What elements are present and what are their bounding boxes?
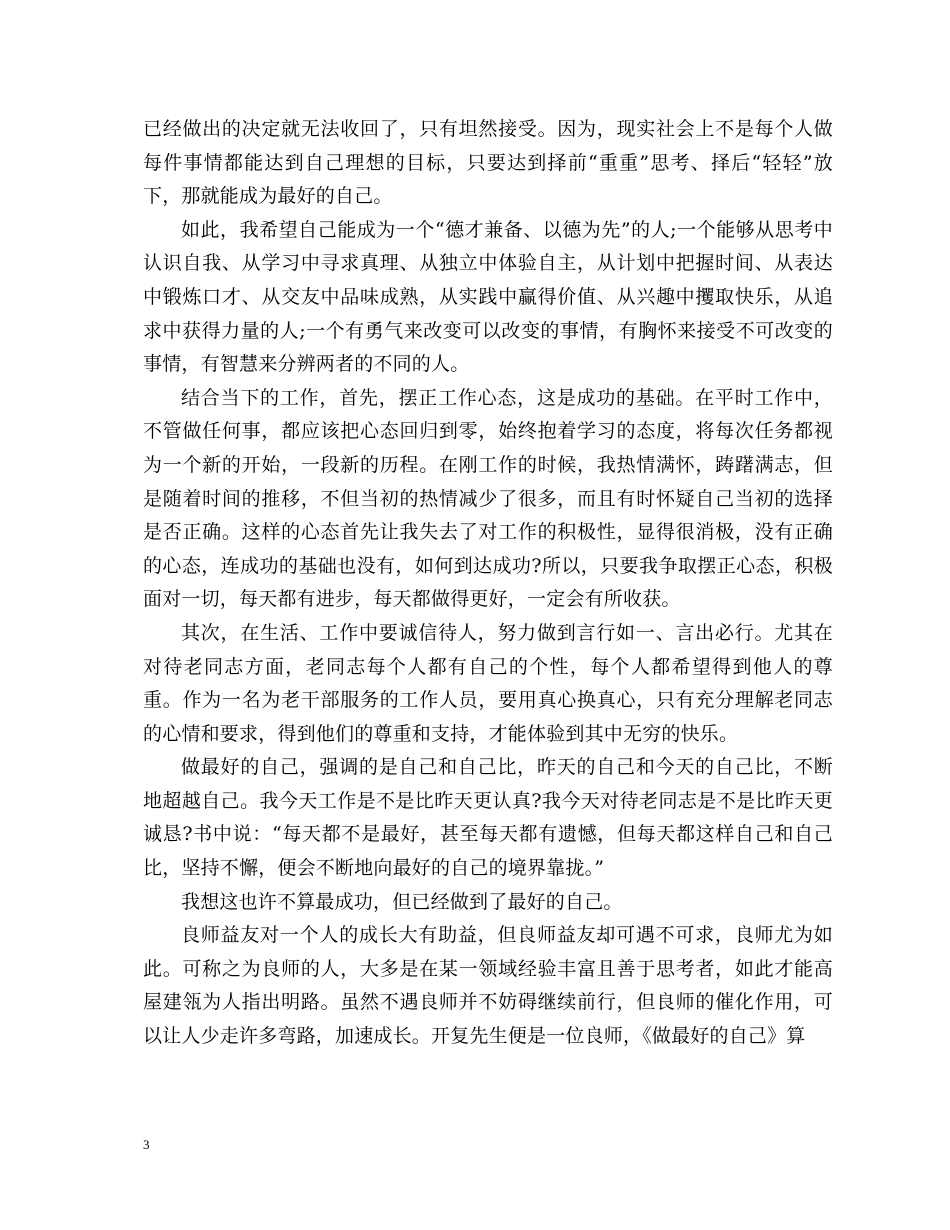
paragraph-4: 其次，在生活、工作中要诚信待人，努力做到言行如一、言出必行。尤其在对待老同志方面，老同志每个人都有自己的个性，每个人都希望得到他人的尊重。作为一名为老干部服务的工作人员，要用真心换真心，只有充分理解老同志的心情和要求，得到他们的尊重和支持，才能体验到其中无穷的快乐。 <box>143 621 833 745</box>
document-body <box>143 113 833 1054</box>
paragraph-6: 我想这也许不算最成功，但已经做到了最好的自己。 <box>181 890 623 913</box>
paragraph-7: 良师益友对一个人的成长大有助益，但良师益友却可遇不可求，良师尤为如此。可称之为良师的人，大多是在某一领域经验丰富且善于思考者，如此才能高屋建瓴为人指出明路。虽然不遇良师并不妨碍继续前行，但良师的催化作用，可以让人少走许多弯路，加速成长。开复先生便是一位良师，《做最好的自己》算 <box>143 924 833 1048</box>
paragraph-1: 已经做出的决定就无法收回了，只有坦然接受。因为，现实社会上不是每个人做每件事情都能达到自己理想的目标，只要达到择前“重重”思考、择后“轻轻”放下，那就能成为最好的自己。 <box>143 118 833 208</box>
page-number: 3 <box>143 1137 150 1152</box>
paragraph-5: 做最好的自己，强调的是自己和自己比，昨天的自己和今天的自己比，不断地超越自己。我今天工作是不是比昨天更认真?我今天对待老同志是不是比昨天更诚恳?书中说：“每天都不是最好，甚至每天都有遗憾，但每天都这样自己和自己比，坚持不懈，便会不断地向最好的自己的境界靠拢。” <box>143 756 833 880</box>
paragraph-2: 如此，我希望自己能成为一个“德才兼备、以德为先”的人;一个能够从思考中认识自我、从学习中寻求真理、从独立中体验自主，从计划中把握时间、从表达中锻炼口才、从交友中品味成熟，从实践中赢得价值、从兴趣中攫取快乐，从追求中获得力量的人;一个有勇气来改变可以改变的事情，有胸怀来接受不可改变的事情，有智慧来分辨两者的不同的人。 <box>143 218 833 376</box>
paragraph-3: 结合当下的工作，首先，摆正工作心态，这是成功的基础。在平时工作中，不管做任何事，都应该把心态回归到零，始终抱着学习的态度，将每次任务都视为一个新的开始，一段新的历程。在刚工作的时候，我热情满怀，踌躇满志，但是随着时间的推移，不但当初的热情减少了很多，而且有时怀疑自己当初的选择是否正确。这样的心态首先让我失去了对工作的积极性，显得很消极，没有正确的心态，连成功的基础也没有，如何到达成功?所以，只要我争取摆正心态，积极面对一切，每天都有进步，每天都做得更好，一定会有所收获。 <box>143 386 833 611</box>
